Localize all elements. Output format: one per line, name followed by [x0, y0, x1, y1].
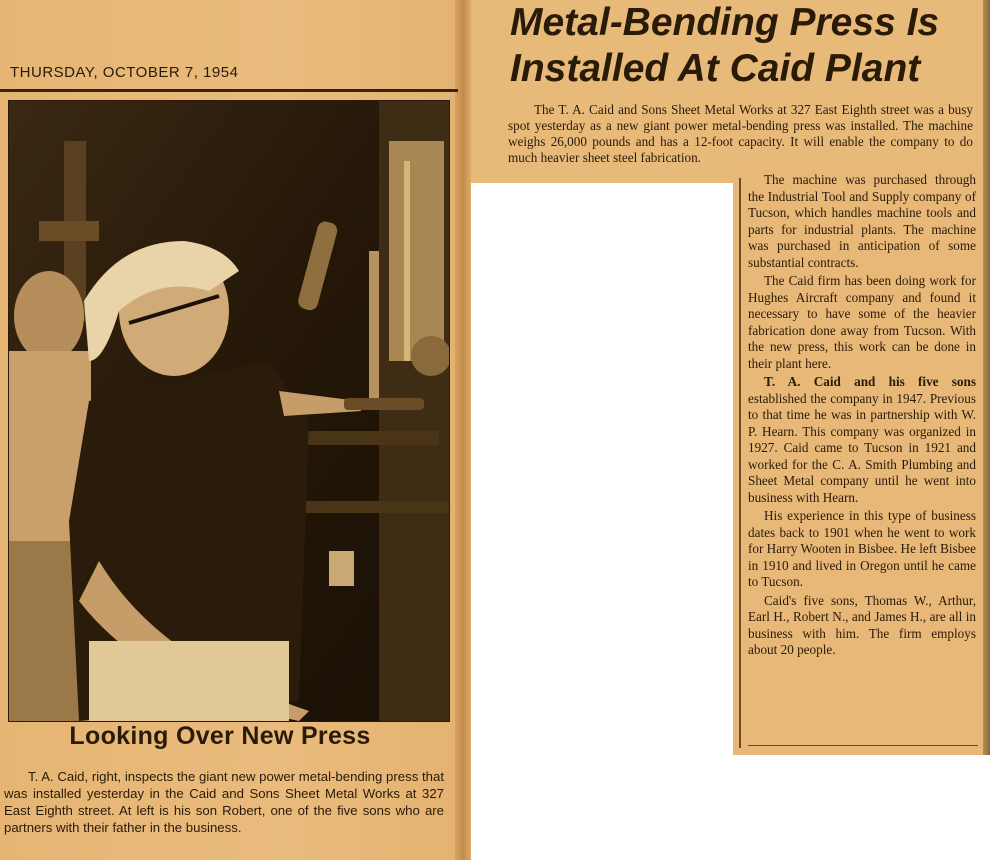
body-paragraph: The Caid firm has been doing work for Hughes Aircraft company and found it necessary to have some of the heavier fabrication done away from Tucson. With the new press, this work can be done in their plant here.	[748, 273, 976, 371]
headline-line-2: Installed At Caid Plant	[510, 47, 921, 90]
right-edge-shadow	[983, 0, 990, 755]
date-rule	[0, 89, 458, 92]
bold-lead-text: T. A. Caid and his five sons	[764, 374, 976, 389]
lead-paragraph: The T. A. Caid and Sons Sheet Metal Works at 327 East Eighth street was a busy spot yesterday as a new giant power metal-bending press was installed. The machine weighs 26,000 pounds and has a 12-foot capacity. It will enable the company to do much heavier sheet steel fabrication.	[508, 102, 973, 165]
article-body	[748, 172, 976, 661]
body-paragraph: His experience in this type of business dates back to 1901 when he went to work for Harry Wooten in Bisbee. He left Bisbee in 1910 and lived in Oregon until he came to Tucson.	[748, 508, 976, 589]
body-paragraph-bold-lead	[748, 374, 976, 506]
body-paragraph: The machine was purchased through the Industrial Tool and Supply company of Tucson, which handles machine tools and parts for industrial plants. The machine was purchased in anticipation of some substantial contracts.	[748, 172, 976, 270]
date-line: THURSDAY, OCTOBER 7, 1954	[10, 64, 239, 81]
bold-paragraph-rest: established the company in 1947. Previous to that time he was in partnership with W. P. Hearn. This company was organized in 1927. Caid came to Tucson in 1921 and worked for the C. A. Smith Plumbing and Sheet Metal company until he went into business with Hearn.	[748, 390, 976, 505]
news-photo	[8, 100, 450, 722]
body-paragraph: Caid's five sons, Thomas W., Arthur, Earl H., Robert N., and James H., are all in business with him. The firm employs about 20 people.	[748, 592, 976, 657]
column-end-rule	[748, 745, 978, 746]
photo-caption-title: Looking Over New Press	[69, 722, 371, 750]
headline-line-1: Metal-Bending Press Is	[510, 1, 940, 44]
clipping-fold-edge	[455, 0, 471, 860]
column-rule	[739, 178, 741, 748]
headline	[510, 0, 990, 92]
photo-caption-text: T. A. Caid, right, inspects the giant new power metal-bending press that was installed yesterday in the Caid and Sons Sheet Metal Works at 327 East Eighth street. At left is his son Robert, one of the five sons who are partners with their father in the business.	[4, 769, 444, 835]
